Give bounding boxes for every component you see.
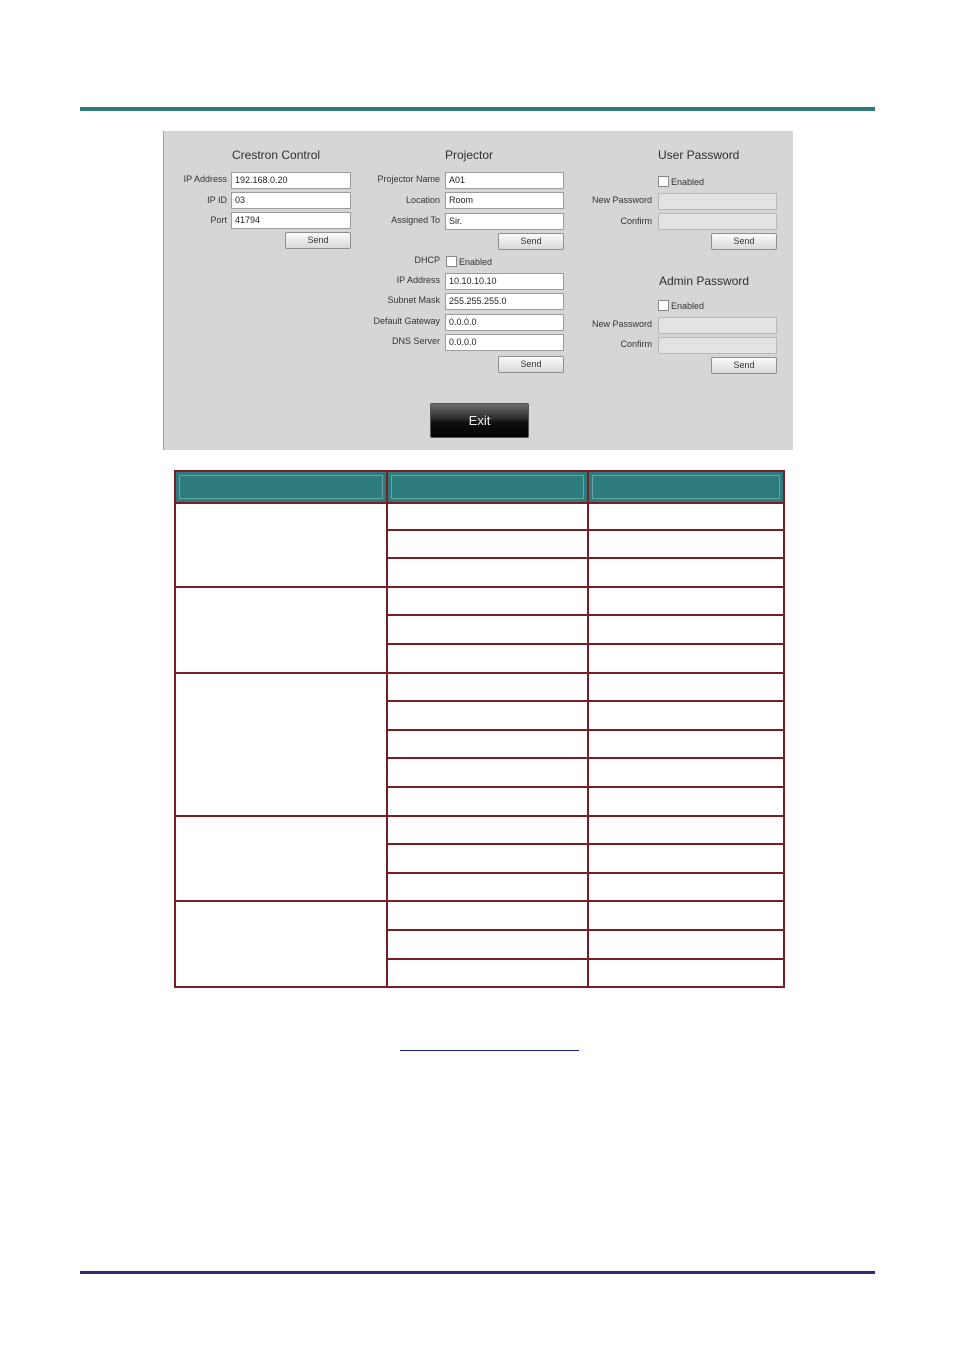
admin-confirm-label: Confirm <box>620 339 652 349</box>
network-send-button[interactable]: Send <box>498 356 564 373</box>
table-cell <box>589 845 783 874</box>
crestron-ipid-label: IP ID <box>207 195 227 205</box>
projector-assigned-input[interactable] <box>445 213 564 230</box>
projector-assigned-label: Assigned To <box>391 215 440 225</box>
projector-location-label: Location <box>405 195 440 205</box>
hyperlink-underline[interactable] <box>400 1050 579 1051</box>
table-cell <box>589 960 783 989</box>
table-group-cell <box>176 674 388 817</box>
admin-new-password-input[interactable] <box>658 317 777 334</box>
table-cell <box>589 874 783 903</box>
table-cell <box>589 616 783 645</box>
table-header-cell <box>388 472 589 502</box>
crestron-ip-label: IP Address <box>183 174 227 184</box>
dns-server-label: DNS Server <box>391 336 440 346</box>
crestron-send-button[interactable]: Send <box>285 232 351 249</box>
table-cell <box>388 502 589 531</box>
table-cell <box>388 731 589 760</box>
admin-password-title: Admin Password <box>659 274 750 288</box>
table-cell <box>388 960 589 989</box>
table-cell <box>388 845 589 874</box>
projector-name-input[interactable] <box>445 172 564 189</box>
table-cell <box>388 674 589 703</box>
subnet-mask-label: Subnet Mask <box>387 295 440 305</box>
projector-location-input[interactable] <box>445 192 564 209</box>
table-cell <box>388 645 589 674</box>
projector-title: Projector <box>445 148 494 162</box>
table-group-cell <box>176 817 388 903</box>
crestron-settings-panel <box>163 131 793 450</box>
table-cell <box>589 674 783 703</box>
table-cell <box>589 759 783 788</box>
admin-new-password-label: New Password <box>591 319 652 329</box>
table-cell <box>388 702 589 731</box>
admin-password-enabled-label: Enabled <box>671 301 705 311</box>
projector-ip-input[interactable] <box>445 273 564 290</box>
crestron-ipid-input[interactable] <box>231 192 351 209</box>
table-cell <box>589 702 783 731</box>
subnet-mask-input[interactable] <box>445 293 564 310</box>
table-cell <box>589 902 783 931</box>
table-cell <box>589 817 783 846</box>
dhcp-enabled-label: Enabled <box>459 257 493 267</box>
table-cell <box>388 931 589 960</box>
footer-rule <box>80 1271 875 1274</box>
dhcp-enabled-checkbox[interactable] <box>446 256 457 267</box>
table-header-cell <box>589 472 783 502</box>
table-cell <box>589 731 783 760</box>
table-cell <box>388 788 589 817</box>
projector-send-button[interactable]: Send <box>498 233 564 250</box>
projector-ip-label: IP Address <box>396 275 440 285</box>
table-cell <box>388 902 589 931</box>
crestron-port-input[interactable] <box>231 212 351 229</box>
admin-password-enabled-checkbox[interactable] <box>658 300 669 311</box>
table-cell <box>589 645 783 674</box>
table-cell <box>589 502 783 531</box>
dhcp-label: DHCP <box>414 255 440 265</box>
table-cell <box>388 616 589 645</box>
table-cell <box>388 588 589 617</box>
table-cell <box>388 531 589 560</box>
table-cell <box>589 788 783 817</box>
table-cell <box>589 559 783 588</box>
table-group-cell <box>176 502 388 588</box>
crestron-port-label: Port <box>210 215 227 225</box>
user-password-enabled-checkbox[interactable] <box>658 176 669 187</box>
crestron-control-title: Crestron Control <box>232 148 321 162</box>
user-password-enabled-label: Enabled <box>671 177 705 187</box>
default-gateway-label: Default Gateway <box>373 316 440 326</box>
user-new-password-label: New Password <box>591 195 652 205</box>
settings-description-table <box>174 470 785 988</box>
user-password-title: User Password <box>658 148 740 162</box>
dns-server-input[interactable] <box>445 334 564 351</box>
user-confirm-input[interactable] <box>658 213 777 230</box>
table-cell <box>589 531 783 560</box>
table-cell <box>589 931 783 960</box>
table-cell <box>388 559 589 588</box>
default-gateway-input[interactable] <box>445 314 564 331</box>
user-new-password-input[interactable] <box>658 193 777 210</box>
table-header-row <box>176 472 783 504</box>
table-cell <box>589 588 783 617</box>
table-cell <box>388 874 589 903</box>
table-group-cell <box>176 588 388 674</box>
admin-confirm-input[interactable] <box>658 337 777 354</box>
table-header-cell <box>176 472 388 502</box>
user-confirm-label: Confirm <box>620 216 652 226</box>
exit-button[interactable]: Exit <box>430 403 529 438</box>
admin-password-send-button[interactable]: Send <box>711 357 777 374</box>
header-rule <box>80 107 875 111</box>
projector-name-label: Projector Name <box>377 174 440 184</box>
user-password-send-button[interactable]: Send <box>711 233 777 250</box>
crestron-ip-input[interactable] <box>231 172 351 189</box>
table-cell <box>388 759 589 788</box>
table-cell <box>388 817 589 846</box>
table-group-cell <box>176 902 388 988</box>
